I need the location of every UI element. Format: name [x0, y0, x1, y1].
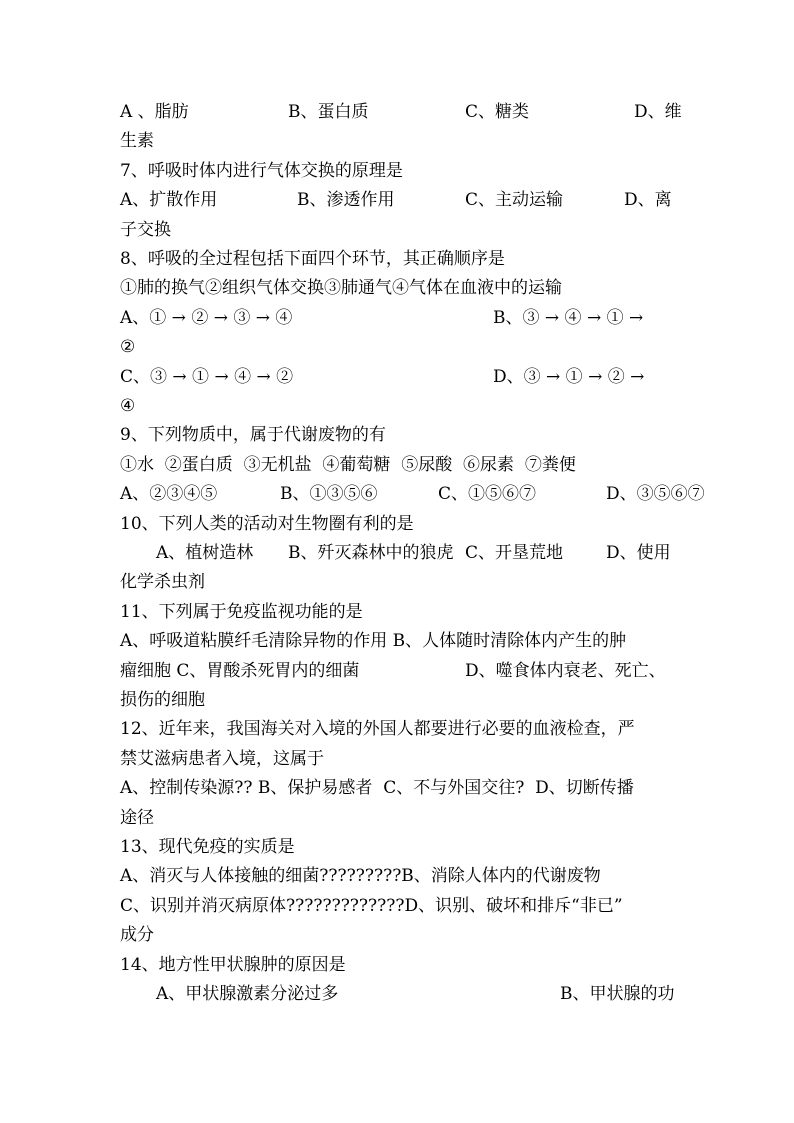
text-line — [120, 421, 680, 450]
text-line — [120, 745, 680, 774]
text-line — [120, 363, 680, 392]
text-line — [120, 157, 680, 186]
text-line — [120, 568, 680, 597]
text-segment: A、扩散作用 — [120, 190, 218, 211]
text-line — [120, 657, 680, 686]
text-segment: ④ — [120, 396, 136, 416]
text-segment: 化学杀虫剂 — [120, 572, 205, 593]
text-segment: C、糖类 — [465, 102, 530, 122]
text-segment: B、歼灭森林中的狼虎 — [288, 543, 454, 563]
text-line — [120, 304, 680, 333]
text-segment: 11、下列属于免疫监视功能的是 — [120, 601, 363, 622]
text-line — [120, 921, 680, 950]
text-line — [120, 804, 680, 833]
text-segment: 9、下列物质中，属于代谢废物的有 — [120, 425, 386, 446]
text-segment: A、控制传染源?? B、保护易感者 C、不与外国交往? D、切断传播 — [120, 778, 634, 799]
text-line — [120, 686, 680, 715]
text-segment: 7、呼吸时体内进行气体交换的原理是 — [120, 160, 403, 181]
text-segment: C、①⑤⑥⑦ — [438, 484, 537, 505]
text-segment: A、植树造林 — [156, 543, 254, 563]
text-segment: 13、现代免疫的实质是 — [120, 837, 295, 857]
text-segment: C、识别并消灭病原体?????????????D、识别、破坏和排斥“非已” — [120, 895, 623, 916]
text-line — [120, 892, 680, 921]
text-line — [120, 392, 680, 421]
text-segment: C、③ → ① → ④ → ② — [120, 366, 294, 387]
text-line — [120, 833, 680, 862]
text-line — [120, 774, 680, 803]
text-line — [120, 951, 680, 980]
text-segment: C、主动运输 — [465, 190, 564, 211]
text-segment: A、甲状腺激素分泌过多 — [156, 984, 339, 1004]
text-segment: 生素 — [120, 131, 154, 152]
text-line — [120, 98, 680, 127]
text-segment: 14、地方性甲状腺肿的原因是 — [120, 954, 346, 975]
text-segment: 瘤细胞 C、胃酸杀死胃内的细菌 — [120, 660, 360, 681]
text-line — [120, 715, 680, 744]
text-segment: C、开垦荒地 — [465, 543, 564, 563]
text-segment: A、呼吸道粘膜纤毛清除异物的作用 B、人体随时清除体内产生的肿 — [120, 631, 627, 652]
text-segment: B、渗透作用 — [297, 190, 395, 211]
text-segment: A、① → ② → ③ → ④ — [120, 307, 293, 328]
text-segment: D、离 — [624, 190, 672, 211]
text-line — [120, 510, 680, 539]
text-segment: 10、下列人类的活动对生物圈有利的是 — [120, 513, 414, 534]
text-segment: 损伤的细胞 — [120, 690, 205, 710]
text-line — [120, 862, 680, 891]
text-segment: D、使用 — [606, 543, 671, 563]
text-line — [120, 216, 680, 245]
text-segment: 成分 — [120, 925, 154, 946]
text-segment: B、①③⑤⑥ — [280, 484, 378, 505]
text-segment: ② — [120, 337, 136, 358]
text-segment: 8、呼吸的全过程包括下面四个环节，其正确顺序是 — [120, 249, 505, 269]
text-segment: 子交换 — [120, 219, 171, 240]
text-segment: 12、近年来，我国海关对入境的外国人都要进行必要的血液检查，严 — [120, 719, 635, 740]
text-segment: D、③ → ① → ② → — [493, 366, 645, 387]
text-line — [120, 598, 680, 627]
text-segment: B、蛋白质 — [288, 102, 369, 122]
text-segment: ①水 ②蛋白质 ③无机盐 ④葡萄糖 ⑤尿酸 ⑥尿素 ⑦粪便 — [120, 454, 576, 475]
text-line — [120, 186, 680, 215]
text-segment: A、消灭与人体接触的细菌?????????B、消除人体内的代谢废物 — [120, 866, 601, 887]
text-segment: B、③ → ④ → ① → — [493, 307, 644, 328]
text-segment: B、甲状腺的功 — [560, 984, 675, 1004]
text-segment: D、噬食体内衰老、死亡、 — [465, 660, 666, 681]
text-line — [120, 980, 680, 1009]
text-segment: D、维 — [634, 102, 682, 122]
text-segment: D、③⑤⑥⑦ — [606, 484, 705, 505]
text-segment: A 、脂肪 — [120, 102, 189, 122]
text-segment: ①肺的换气②组织气体交换③肺通气④气体在血液中的运输 — [120, 278, 562, 299]
text-segment: A、②③④⑤ — [120, 484, 218, 505]
text-line — [120, 451, 680, 480]
text-line — [120, 274, 680, 303]
text-line — [120, 627, 680, 656]
text-line — [120, 127, 680, 156]
text-line — [120, 245, 680, 274]
text-line — [120, 480, 705, 509]
text-segment: 禁艾滋病患者入境，这属于 — [120, 748, 324, 769]
text-line — [120, 333, 680, 362]
text-line — [120, 539, 680, 568]
text-segment: 途径 — [120, 807, 154, 828]
